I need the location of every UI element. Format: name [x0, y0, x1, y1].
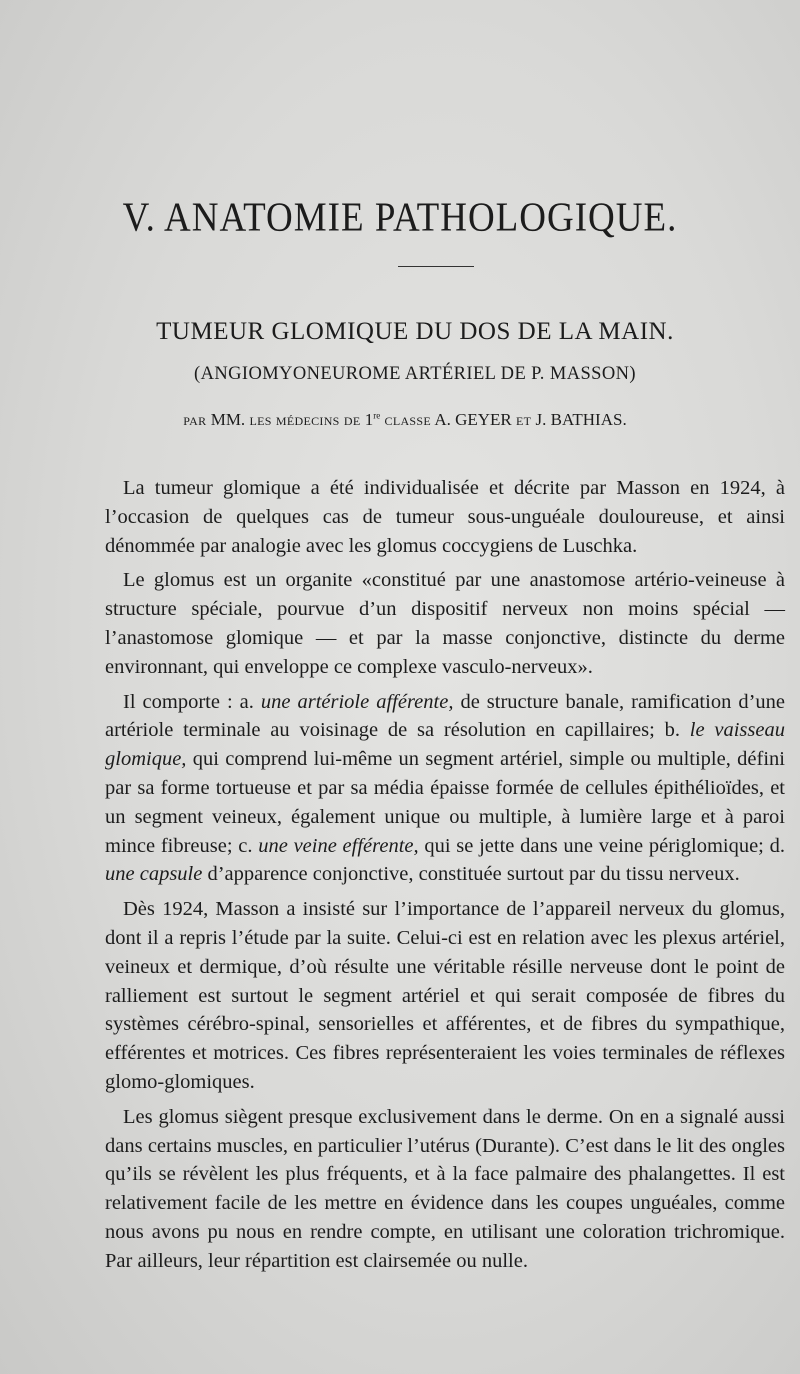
title-divider	[398, 266, 474, 267]
byline-par: PAR	[183, 414, 207, 428]
byline	[0, 410, 800, 430]
byline-classe: CLASSE	[384, 414, 432, 428]
emphasis-arteriole: une artériole afférente,	[260, 690, 454, 713]
article-subtitle: (ANGIOMYONEUROME ARTÉRIEL DE P. MASSON)	[194, 364, 636, 384]
paragraph-3: Il comporte : a. une artériole afférente, de structure banale, ramification d’une artériole terminale au voisinage de sa résolution en capillaires; b. le vaisseau glomique, qui comprend lui-même un segment artériel, simple ou multiple, défini par sa forme tortueuse et par sa média épaisse formée de cellules épithélioïdes, et un segment veineux, également unique ou multiple, à lumière large et à paroi mince fibreuse; c. une veine efférente, qui se jette dans une veine périglomique; d. une capsule d’apparence conjonctive, constituée surtout par du tissu nerveux.	[105, 690, 785, 886]
byline-mm: MM.	[210, 410, 246, 429]
article-title: TUMEUR GLOMIQUE DU DOS DE LA MAIN.	[156, 318, 674, 345]
paragraph-4: Dès 1924, Masson a insisté sur l’importance de l’appareil nerveux du glomus, dont il a repris l’étude par la suite. Celui-ci est en relation avec les plexus artériel, veineux et dermique, d’où résulte une véritable résille nerveuse dont le point de ralliement est surtout le segment artériel et qui serait composée de fibres du systèmes cérébro-spinal, sensorielles et afférentes, et de fibres du sympathique, efférentes et motrices. Ces fibres représenteraient les voies terminales de réflexes glomo-glomiques.	[105, 898, 785, 1093]
byline-les: LES	[249, 414, 272, 428]
byline-et: ET	[516, 414, 532, 428]
byline-rank: 1re	[364, 410, 381, 429]
emphasis-capsule: une capsule	[105, 863, 203, 886]
paragraph-2: Le glomus est un organite «constitué par une anastomose artério-veineuse à structure spéciale, pourvue d’un dispositif nerveux non moins spécial — l’anastomose glomique — et par la masse conjonctive, distincte du derme environnant, qui enveloppe ce complexe vasculo-nerveux».	[105, 569, 785, 678]
section-title: V. ANATOMIE PATHOLOGIQUE.	[122, 194, 678, 241]
paragraph-5: Les glomus siègent presque exclusivement dans le derme. On en a signalé aussi dans certains muscles, en particulier l’utérus (Durante). C’est dans le lit des ongles qu’ils se révèlent les plus fréquents, et à la face palmaire des phalangettes. Il est relativement facile de les mettre en évidence dans les coupes unguéales, comme nous avons pu nous en rendre compte, en utilisant une coloration trichromique. Par ailleurs, leur répartition est clairsemée ou nulle.	[105, 1105, 785, 1272]
emphasis-veine: une veine efférente,	[258, 834, 419, 857]
emphasis-vaisseau: le vaisseau glomique,	[105, 719, 785, 771]
byline-author-1: A. GEYER	[434, 410, 512, 429]
body-text	[105, 474, 785, 1276]
byline-de: DE	[343, 414, 361, 428]
byline-medecins: MÉDECINS	[275, 414, 340, 428]
paragraph-1: La tumeur glomique a été individualisée et décrite par Masson en 1924, à l’occasion de quelques cas de tumeur sous-unguéale douloureuse, et ainsi dénommée par analogie avec les glomus coccygiens de Luschka.	[105, 477, 785, 557]
byline-author-2: J. BATHIAS.	[535, 410, 627, 429]
